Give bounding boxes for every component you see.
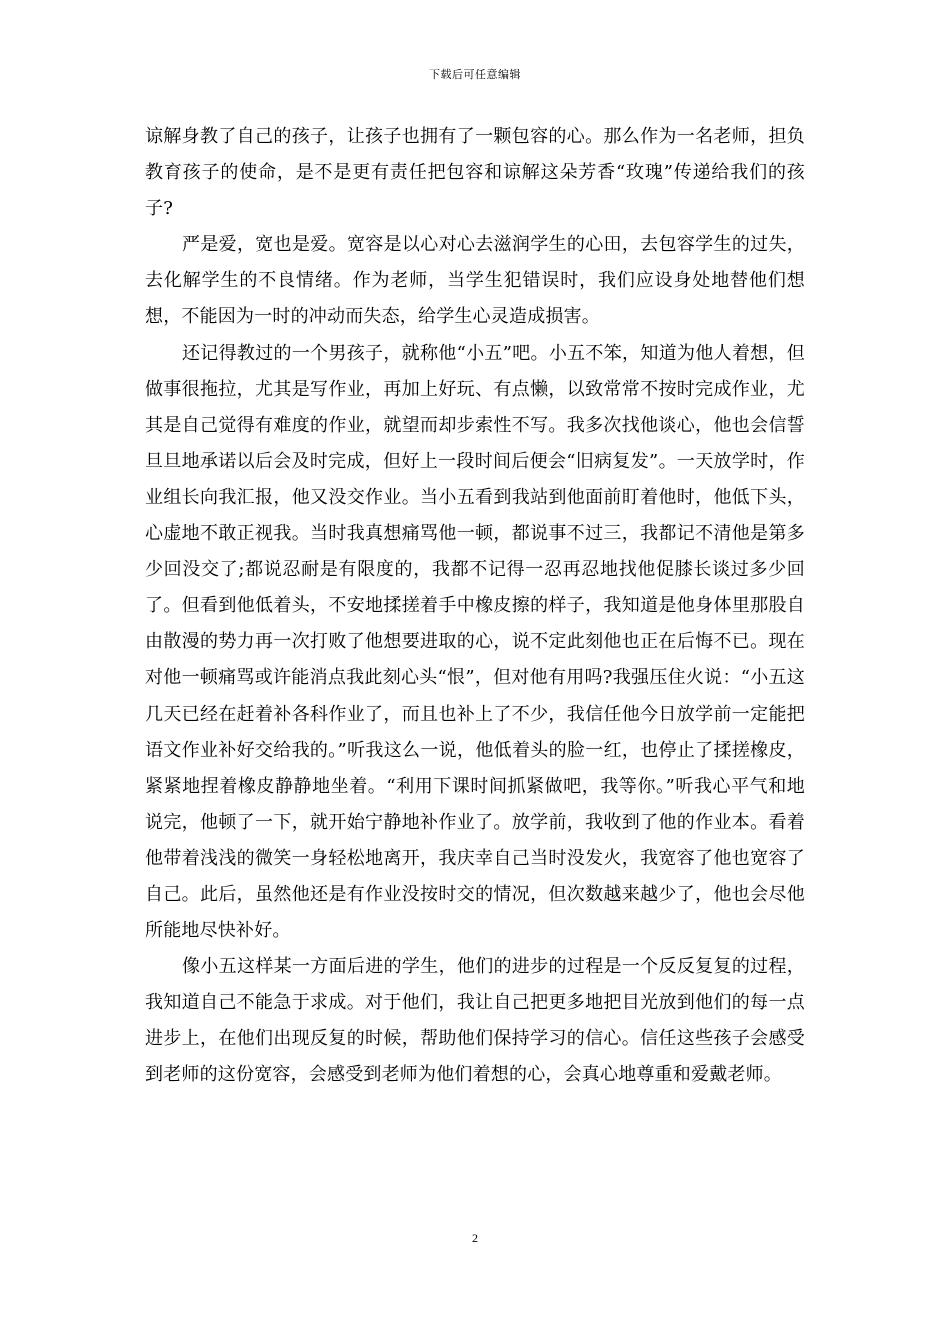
document-body [145, 119, 805, 1094]
paragraph-2: 严是爱，宽也是爱。宽容是以心对心去滋润学生的心田，去包容学生的过失，去化解学生的不良情绪。作为老师，当学生犯错误时，我们应设身处地替他们想想，不能因为一时的冲动而失态，给学生心灵造成损害。 [145, 234, 805, 328]
paragraph-3: 还记得教过的一个男孩子，就称他“小五”吧。小五不笨，知道为他人着想，但做事很拖拉，尤其是写作业，再加上好玩、有点懒，以致常常不按时完成作业，尤其是自己觉得有难度的作业，就望而却步索性不写。我多次找他谈心，他也会信誓旦旦地承诺以后会及时完成，但好上一段时间后便会“旧病复发”。一天放学时，作业组长向我汇报，他又没交作业。当小五看到我站到他面前盯着他时，他低下头，心虚地不敢正视我。当时我真想痛骂他一顿，都说事不过三，我都记不清他是第多少回没交了;都说忍耐是有限度的，我都不记得一忍再忍地找他促膝长谈过多少回了。但看到他低着头，不安地揉搓着手中橡皮擦的样子，我知道是他身体里那股自由散漫的势力再一次打败了他想要进取的心，说不定此刻他也正在后悔不已。现在对他一顿痛骂或许能消点我此刻心头“恨”，但对他有用吗?我强压住火说：“小五这几天已经在赶着补各科作业了，而且也补上了不少，我信任他今日放学前一定能把语文作业补好交给我的。”听我这么一说，他低着头的脸一红，也停止了揉搓橡皮，紧紧地捏着橡皮静静地坐着。“利用下课时间抓紧做吧，我等你。”听我心平气和地说完，他顿了一下，就开始宁静地补作业了。放学前，我收到了他的作业本。看着他带着浅浅的微笑一身轻松地离开，我庆幸自己当时没发火，我宽容了他也宽容了自己。此后，虽然他还是有作业没按时交的情况，但次数越来越少了，他也会尽他所能地尽快补好。 [145, 342, 805, 942]
paragraph-1: 谅解身教了自己的孩子，让孩子也拥有了一颗包容的心。那么作为一名老师，担负教育孩子的使命，是不是更有责任把包容和谅解这朵芳香“玫瑰”传递给我们的孩子? [145, 126, 805, 220]
page-header: 下载后可任意编辑 [429, 68, 521, 81]
page-number: 2 [472, 1231, 478, 1245]
paragraph-4: 像小五这样某一方面后进的学生，他们的进步的过程是一个反反复复的过程，我知道自己不能急于求成。对于他们，我让自己把更多地把目光放到他们的每一点进步上，在他们出现反复的时候，帮助他们保持学习的信心。信任这些孩子会感受到老师的这份宽容，会感受到老师为他们着想的心，会真心地尊重和爱戴老师。 [145, 956, 805, 1086]
